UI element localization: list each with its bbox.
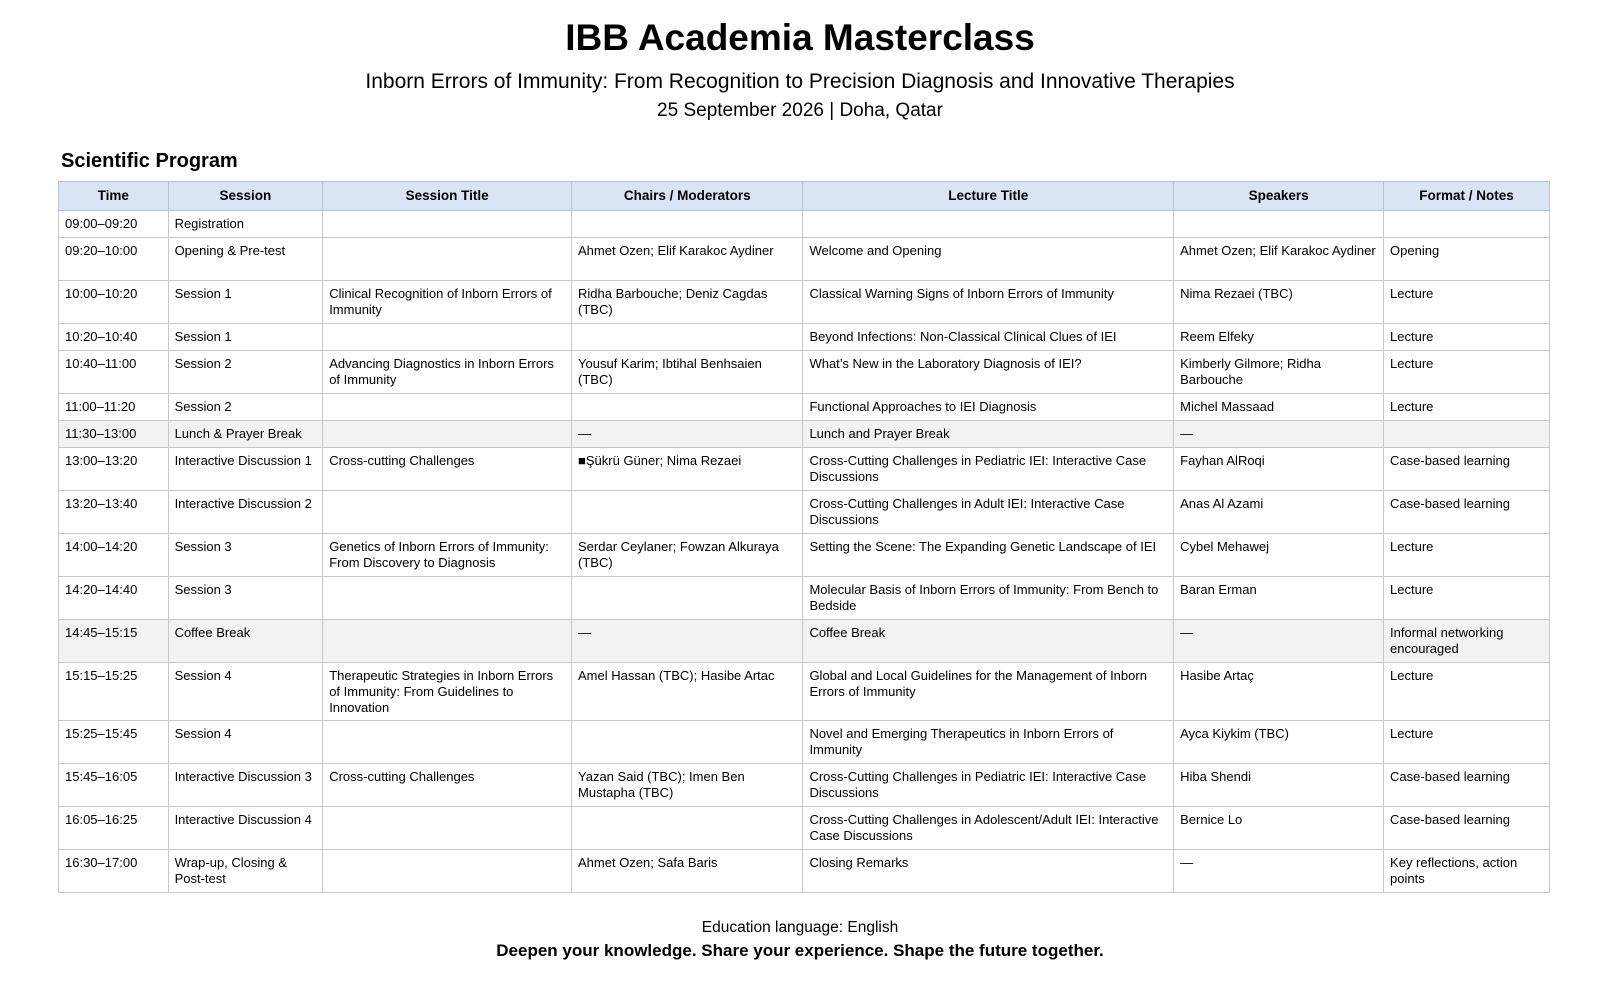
- cell-session: Interactive Discussion 1: [168, 448, 323, 491]
- cell-lecture-title: Cross-Cutting Challenges in Adult IEI: Interactive Case Discussions: [803, 491, 1174, 534]
- cell-format: Key reflections, action points: [1384, 850, 1550, 893]
- cell-session-title: [323, 807, 572, 850]
- education-language: Education language: English: [701, 919, 899, 936]
- cell-chairs: —: [572, 421, 803, 448]
- cell-session: Wrap-up, Closing & Post-test: [168, 850, 323, 893]
- cell-time: 10:20–10:40: [59, 324, 169, 351]
- cell-lecture-title: What’s New in the Laboratory Diagnosis of IEI?: [803, 351, 1174, 394]
- cell-format: Lecture: [1384, 721, 1550, 764]
- page-subtitle: Inborn Errors of Immunity: From Recognition to Precision Diagnosis and Innovative Therapies: [365, 70, 1235, 93]
- cell-chairs: Serdar Ceylaner; Fowzan Alkuraya (TBC): [572, 534, 803, 577]
- cell-speakers: —: [1174, 421, 1384, 448]
- table-row: [59, 238, 1550, 281]
- cell-speakers: Hasibe Artaç: [1174, 663, 1384, 721]
- cell-speakers: Kimberly Gilmore; Ridha Barbouche: [1174, 351, 1384, 394]
- cell-speakers: Ahmet Ozen; Elif Karakoc Aydiner: [1174, 238, 1384, 281]
- cell-format: Lecture: [1384, 577, 1550, 620]
- cell-format: Case-based learning: [1384, 491, 1550, 534]
- table-row: [59, 577, 1550, 620]
- cell-format: Case-based learning: [1384, 807, 1550, 850]
- cell-session: Registration: [168, 211, 323, 238]
- cell-time: 09:20–10:00: [59, 238, 169, 281]
- cell-speakers: Ayca Kiykim (TBC): [1174, 721, 1384, 764]
- cell-session-title: Cross-cutting Challenges: [323, 764, 572, 807]
- cell-speakers: —: [1174, 850, 1384, 893]
- cell-time: 14:20–14:40: [59, 577, 169, 620]
- cell-speakers: Michel Massaad: [1174, 394, 1384, 421]
- cell-session-title: Genetics of Inborn Errors of Immunity: From Discovery to Diagnosis: [323, 534, 572, 577]
- cell-speakers: Anas Al Azami: [1174, 491, 1384, 534]
- cell-lecture-title: Cross-Cutting Challenges in Adolescent/Adult IEI: Interactive Case Discussions: [803, 807, 1174, 850]
- cell-lecture-title: Lunch and Prayer Break: [803, 421, 1174, 448]
- cell-speakers: Cybel Mehawej: [1174, 534, 1384, 577]
- cell-chairs: [572, 211, 803, 238]
- table-header-row: [59, 182, 1550, 211]
- table-row: [59, 211, 1550, 238]
- table-row: [59, 491, 1550, 534]
- table-row: [59, 394, 1550, 421]
- cell-lecture-title: Cross-Cutting Challenges in Pediatric IEI: Interactive Case Discussions: [803, 764, 1174, 807]
- cell-chairs: Ridha Barbouche; Deniz Cagdas (TBC): [572, 281, 803, 324]
- cell-session-title: [323, 721, 572, 764]
- cell-lecture-title: Beyond Infections: Non-Classical Clinical Clues of IEI: [803, 324, 1174, 351]
- cell-session-title: [323, 577, 572, 620]
- cell-lecture-title: Classical Warning Signs of Inborn Errors of Immunity: [803, 281, 1174, 324]
- page-title: IBB Academia Masterclass: [565, 17, 1035, 58]
- cell-lecture-title: Setting the Scene: The Expanding Genetic Landscape of IEI: [803, 534, 1174, 577]
- cell-time: 15:45–16:05: [59, 764, 169, 807]
- cell-time: 10:40–11:00: [59, 351, 169, 394]
- cell-session: Interactive Discussion 3: [168, 764, 323, 807]
- cell-session-title: [323, 394, 572, 421]
- cell-time: 15:15–15:25: [59, 663, 169, 721]
- cell-format: Lecture: [1384, 281, 1550, 324]
- cell-speakers: Baran Erman: [1174, 577, 1384, 620]
- cell-format: Case-based learning: [1384, 764, 1550, 807]
- cell-lecture-title: Global and Local Guidelines for the Management of Inborn Errors of Immunity: [803, 663, 1174, 721]
- cell-session: Session 3: [168, 577, 323, 620]
- cell-lecture-title: Molecular Basis of Inborn Errors of Immunity: From Bench to Bedside: [803, 577, 1174, 620]
- cell-format: Lecture: [1384, 324, 1550, 351]
- cell-session: Session 1: [168, 281, 323, 324]
- cell-time: 16:05–16:25: [59, 807, 169, 850]
- cell-chairs: Yazan Said (TBC); Imen Ben Mustapha (TBC): [572, 764, 803, 807]
- cell-session-title: [323, 491, 572, 534]
- cell-time: 16:30–17:00: [59, 850, 169, 893]
- footer-tagline: Deepen your knowledge. Share your experience. Shape the future together.: [496, 941, 1104, 960]
- column-header-speakers: Speakers: [1174, 182, 1384, 211]
- cell-speakers: Reem Elfeky: [1174, 324, 1384, 351]
- cell-session: Interactive Discussion 4: [168, 807, 323, 850]
- cell-speakers: —: [1174, 620, 1384, 663]
- cell-chairs: [572, 577, 803, 620]
- cell-lecture-title: Functional Approaches to IEI Diagnosis: [803, 394, 1174, 421]
- cell-session-title: [323, 211, 572, 238]
- cell-lecture-title: Welcome and Opening: [803, 238, 1174, 281]
- cell-chairs: [572, 807, 803, 850]
- cell-time: 11:30–13:00: [59, 421, 169, 448]
- cell-time: 13:00–13:20: [59, 448, 169, 491]
- section-heading: Scientific Program: [61, 150, 238, 172]
- cell-session-title: [323, 850, 572, 893]
- cell-speakers: Hiba Shendi: [1174, 764, 1384, 807]
- cell-lecture-title: [803, 211, 1174, 238]
- cell-chairs: [572, 324, 803, 351]
- cell-chairs: —: [572, 620, 803, 663]
- table-row: [59, 421, 1550, 448]
- table-row: [59, 324, 1550, 351]
- table-row: [59, 663, 1550, 721]
- table-row: [59, 764, 1550, 807]
- column-header-format: Format / Notes: [1384, 182, 1550, 211]
- cell-lecture-title: Cross-Cutting Challenges in Pediatric IEI: Interactive Case Discussions: [803, 448, 1174, 491]
- cell-chairs: Yousuf Karim; Ibtihal Benhsaien (TBC): [572, 351, 803, 394]
- table-row: [59, 281, 1550, 324]
- cell-format: Informal networking encouraged: [1384, 620, 1550, 663]
- table-row: [59, 448, 1550, 491]
- cell-session: Session 4: [168, 721, 323, 764]
- cell-format: Lecture: [1384, 534, 1550, 577]
- cell-session: Session 3: [168, 534, 323, 577]
- cell-session: Opening & Pre-test: [168, 238, 323, 281]
- cell-session: Session 2: [168, 351, 323, 394]
- cell-session-title: [323, 324, 572, 351]
- cell-time: 14:00–14:20: [59, 534, 169, 577]
- cell-session: Lunch & Prayer Break: [168, 421, 323, 448]
- program-table-body: [59, 211, 1550, 893]
- cell-chairs: [572, 721, 803, 764]
- cell-format: [1384, 421, 1550, 448]
- table-row: [59, 620, 1550, 663]
- cell-lecture-title: Coffee Break: [803, 620, 1174, 663]
- cell-session-title: Cross-cutting Challenges: [323, 448, 572, 491]
- table-row: [59, 534, 1550, 577]
- cell-format: [1384, 211, 1550, 238]
- cell-session-title: Therapeutic Strategies in Inborn Errors of Immunity: From Guidelines to Innovation: [323, 663, 572, 721]
- cell-session-title: [323, 238, 572, 281]
- cell-speakers: [1174, 211, 1384, 238]
- cell-lecture-title: Novel and Emerging Therapeutics in Inborn Errors of Immunity: [803, 721, 1174, 764]
- cell-session-title: [323, 421, 572, 448]
- cell-session: Coffee Break: [168, 620, 323, 663]
- cell-time: 11:00–11:20: [59, 394, 169, 421]
- cell-time: 15:25–15:45: [59, 721, 169, 764]
- cell-session: Session 1: [168, 324, 323, 351]
- cell-session: Interactive Discussion 2: [168, 491, 323, 534]
- cell-format: Lecture: [1384, 663, 1550, 721]
- column-header-session-title: Session Title: [323, 182, 572, 211]
- cell-time: 14:45–15:15: [59, 620, 169, 663]
- cell-session-title: Clinical Recognition of Inborn Errors of Immunity: [323, 281, 572, 324]
- event-date-location: 25 September 2026 | Doha, Qatar: [657, 100, 943, 121]
- column-header-time: Time: [59, 182, 169, 211]
- cell-chairs: ■Şükrü Güner; Nima Rezaei: [572, 448, 803, 491]
- cell-format: Case-based learning: [1384, 448, 1550, 491]
- cell-chairs: [572, 491, 803, 534]
- cell-time: 10:00–10:20: [59, 281, 169, 324]
- cell-chairs: Ahmet Ozen; Elif Karakoc Aydiner: [572, 238, 803, 281]
- table-row: [59, 807, 1550, 850]
- cell-chairs: Ahmet Ozen; Safa Baris: [572, 850, 803, 893]
- column-header-lecture-title: Lecture Title: [803, 182, 1174, 211]
- program-table: [58, 181, 1550, 893]
- cell-speakers: Bernice Lo: [1174, 807, 1384, 850]
- cell-session-title: Advancing Diagnostics in Inborn Errors of Immunity: [323, 351, 572, 394]
- cell-speakers: Fayhan AlRoqi: [1174, 448, 1384, 491]
- cell-chairs: [572, 394, 803, 421]
- cell-format: Opening: [1384, 238, 1550, 281]
- cell-format: Lecture: [1384, 351, 1550, 394]
- cell-chairs: Amel Hassan (TBC); Hasibe Artac: [572, 663, 803, 721]
- cell-lecture-title: Closing Remarks: [803, 850, 1174, 893]
- column-header-session: Session: [168, 182, 323, 211]
- cell-time: 13:20–13:40: [59, 491, 169, 534]
- table-row: [59, 351, 1550, 394]
- cell-session: Session 4: [168, 663, 323, 721]
- cell-format: Lecture: [1384, 394, 1550, 421]
- column-header-chairs: Chairs / Moderators: [572, 182, 803, 211]
- cell-speakers: Nima Rezaei (TBC): [1174, 281, 1384, 324]
- cell-session-title: [323, 620, 572, 663]
- table-row: [59, 850, 1550, 893]
- cell-session: Session 2: [168, 394, 323, 421]
- cell-time: 09:00–09:20: [59, 211, 169, 238]
- table-row: [59, 721, 1550, 764]
